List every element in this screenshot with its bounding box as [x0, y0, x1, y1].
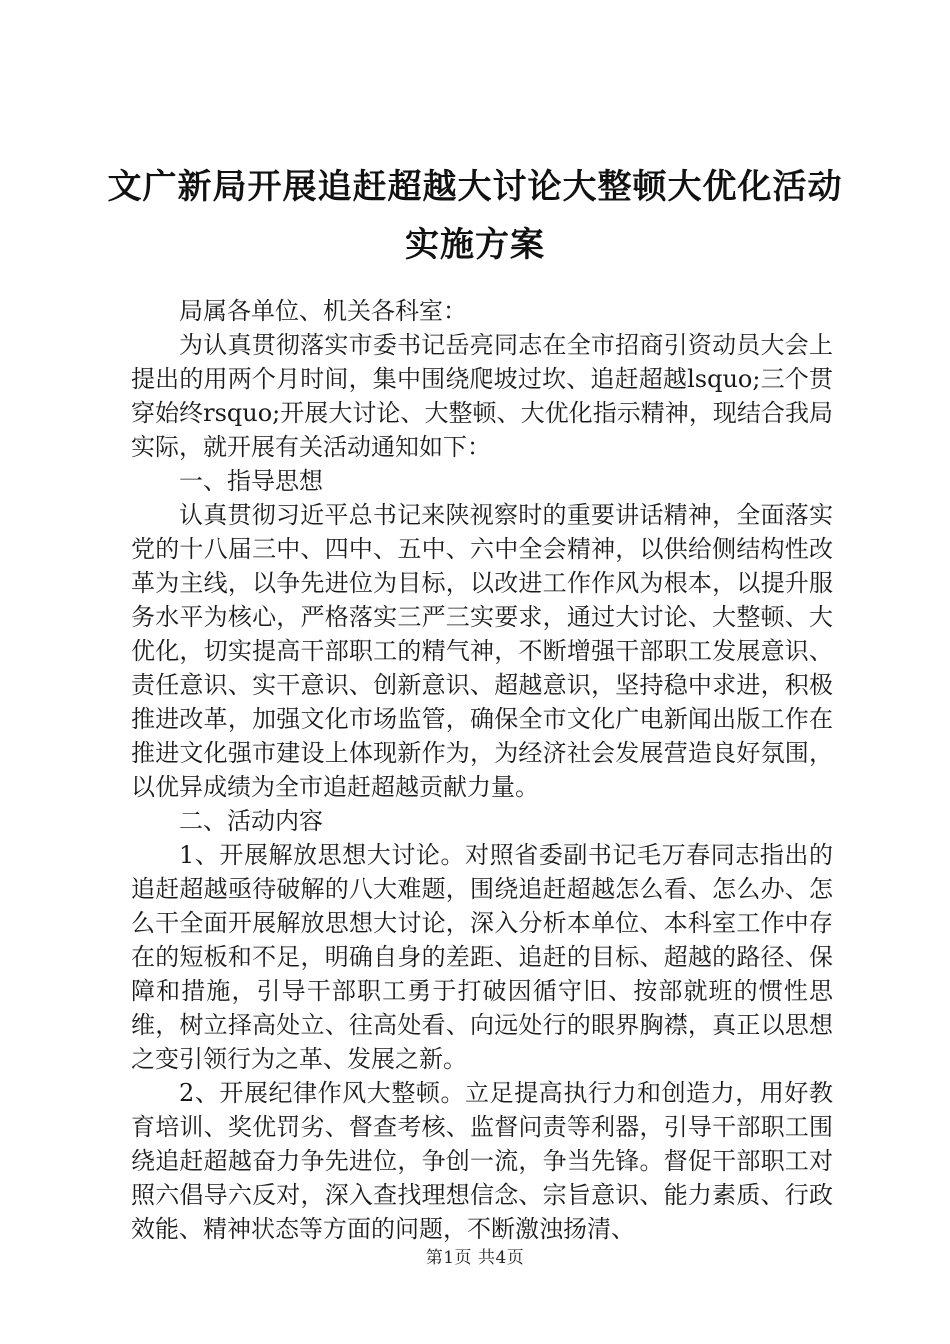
page-number-footer: 第1页 共4页 — [425, 1248, 525, 1268]
salutation-paragraph: 局属各单位、机关各科室： — [179, 297, 467, 325]
activity-item-2-paragraph: 2、开展纪律作风大整顿。立足提高执行力和创造力，用好教育培训、奖优罚劣、督查考核、监督问责等利器，引导干部职工围绕追赶超越奋力争先进位，争创一流，争当先锋。督促干部职工对照六倡导六反对，深入查找理想信念、宗旨意识、能力素质、行政效能、精神状态等方面的问题，不断激浊扬清、 — [131, 1079, 833, 1243]
guiding-thought-paragraph: 认真贯彻习近平总书记来陕视察时的重要讲话精神，全面落实党的十八届三中、四中、五中、六中全会精神，以供给侧结构性改革为主线，以争先进位为目标，以改进工作作风为根本，以提升服务水平为核心，严格落实三严三实要求，通过大讨论、大整顿、大优化，切实提高干部职工的精气神，不断增强干部职工发展意识、责任意识、实干意识、创新意识、超越意识，坚持稳中求进，积极推进改革，加强文化市场监管，确保全市文化广电新闻出版工作在推进文化强市建设上体现新作为，为经济社会发展营造良好氛围，以优异成绩为全市追赶超越贡献力量。 — [131, 501, 833, 801]
section-heading-guiding-thought: 一、指导思想 — [179, 467, 323, 495]
intro-paragraph: 为认真贯彻落实市委书记岳亮同志在全市招商引资动员大会上提出的用两个月时间，集中围绕爬坡过坎、追赶超越lsquo;三个贯穿始终rsquo;开展大讨论、大整顿、大优化指示精神，现结合我局实际，就开展有关活动通知如下： — [131, 331, 833, 461]
activity-item-1-paragraph: 1、开展解放思想大讨论。对照省委副书记毛万春同志指出的追赶超越亟待破解的八大难题，围绕追赶超越怎么看、怎么办、怎么干全面开展解放思想大讨论，深入分析本单位、本科室工作中存在的短板和不足，明确自身的差距、追赶的目标、超越的路径、保障和措施，引导干部职工勇于打破因循守旧、按部就班的惯性思维，树立择高处立、往高处看、向远处行的眼界胸襟，真正以思想之变引领行为之革、发展之新。 — [131, 841, 833, 1073]
document-title: 文广新局开展追赶超越大讨论大整顿大优化活动实施方案 — [107, 167, 843, 265]
document-body — [131, 294, 833, 1246]
section-heading-activity-content: 二、活动内容 — [179, 807, 323, 835]
